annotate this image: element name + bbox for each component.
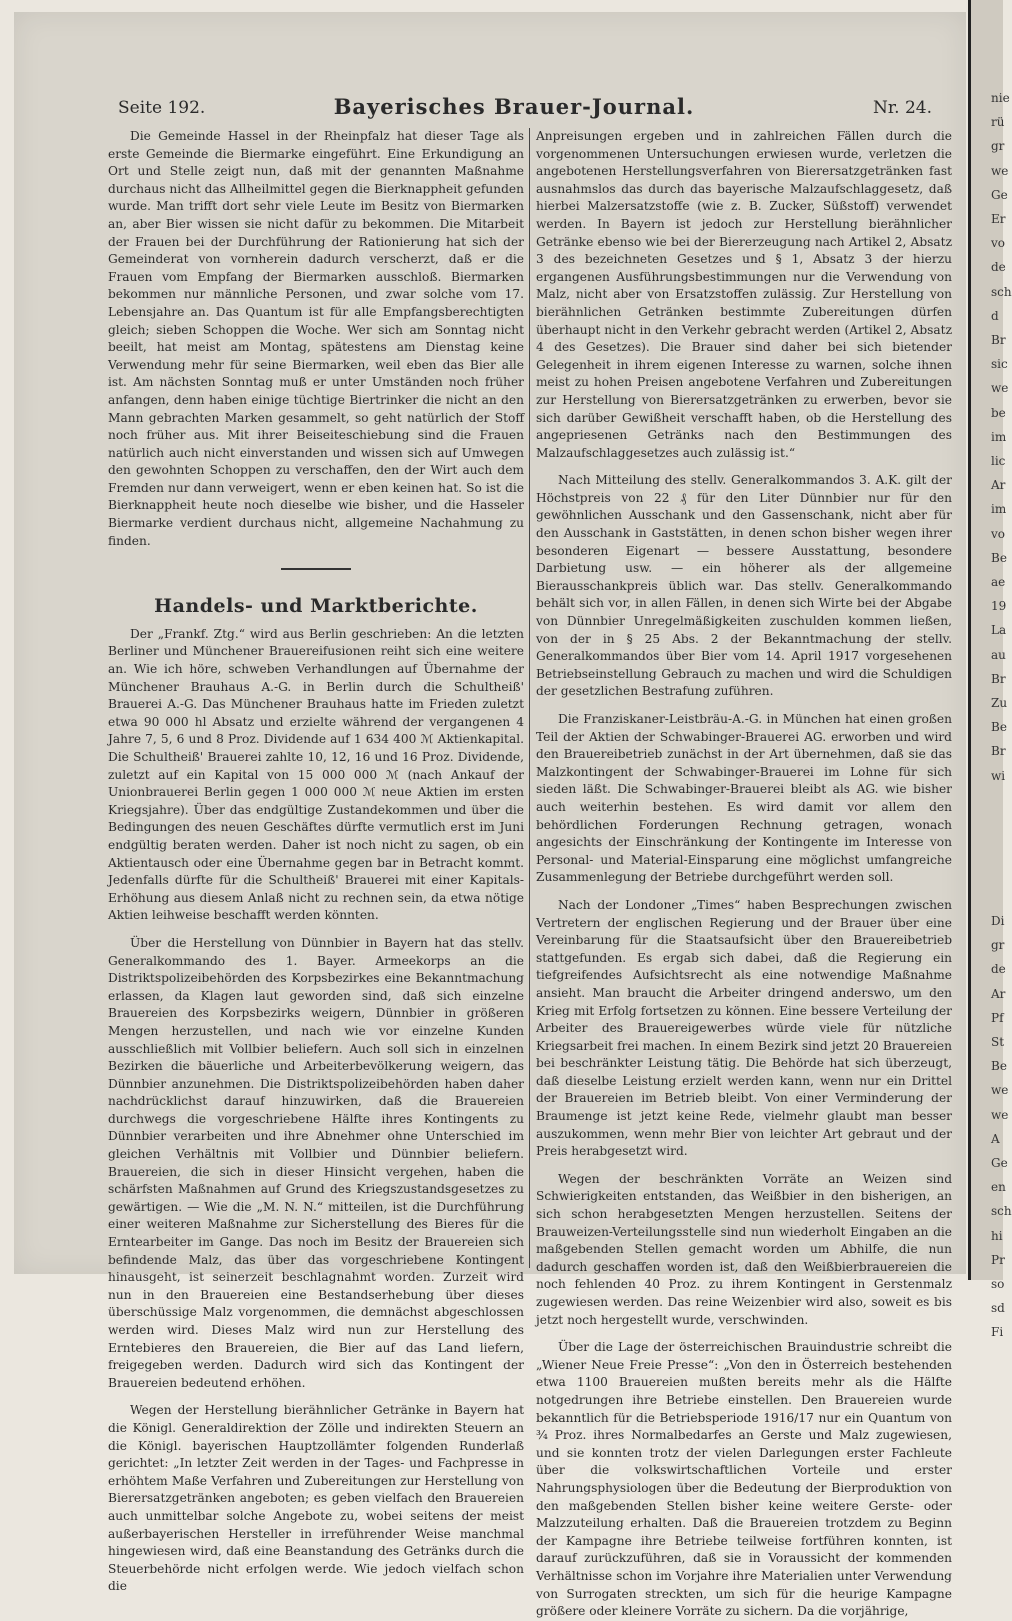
next-page-edge: [968, 0, 1012, 1340]
article-continuation: Anpreisungen ergeben und in zahlreichen Fällen durch die vorgenommenen Untersuchungen erwiesen wurde, verletzen die angebotenen Herstellungsverfahren von Bierersatzgetränken fast ausnahmslos das durch das bayerische Malzaufschlaggesetz, daß hierbei Malzersatzstoffe (wie z. B. Zucker, Süßstoff) verwendet werden. In Bayern ist jedoch zur Herstellung bierähnlicher Getränke ebenso wie bei der Biererzeugung nach Artikel 2, Absatz 3 des bezeichneten Gesetzes und § 1, Absatz 3 der hierzu ergangenen Ausführungsbestimmungen nur die Verwendung von Malz, nicht aber von Ersatzstoffen zulässig. Zur Herstellung von bierähnlichen Getränken bestimmte Zubereitungen dürfen überhaupt nicht in den Verkehr gebracht werden (Artikel 2, Absatz 4 des Gesetzes). Die Brauer sind daher bei sich bietender Gelegenheit in ihrem eigenen Interesse zu warnen, solche ihnen meist zu hohen Preisen angebotene Verfahren und Zubereitungen zur Herstellung von Bierersatzgetränken zu erwerben, bevor sie sich darüber Gewißheit verschafft haben, ob die Herstellung des angepriesenen Getränks nach den Bestimmungen des Malzaufschlaggesetzes auch zulässig ist.“: [536, 129, 952, 460]
article-oesterreich: Über die Lage der österreichischen Brauindustrie schreibt die „Wiener Neue Freie Presse“: „Von den in Österreich bestehenden etwa 1100 Brauereien mußten bereits mehr als die Hälfte notgedrungen ihre Betriebe einstellen. Den Brauereien wurde bekanntlich für die Betriebsperiode 1916/17 nur ein Quantum von ¾ Proz. ihres Normalbedarfes an Gerste und Malz zugewiesen, und sie konnten trotz der vielen Darlegungen erster Fachleute über die volkswirtschaftlichen Vorteile und erster Nahrungsphysiologen über die Bedeutung der Bierproduktion von den maßgebenden Stellen bisher keine weitere Gerste- oder Malzzuteilung erhalten. Daß die Brauereien trotzdem zu Beginn der Kampagne ihre Betriebe teilweise fortführen konnten, ist darauf zurückzuführen, daß sie in Voraussicht der kommenden Verhältnisse schon im Vorjahre ihre Materialien unter Verwendung von Surrogaten streckten, um sich für die heurige Kampagne größere oder kleinere Vorräte zu sichern. Da die vorjährige,: [536, 1340, 952, 1619]
page-header: [96, 92, 932, 122]
column-divider: [529, 128, 530, 1268]
right-column: [536, 128, 952, 1621]
article-bieraehnliche-getraenke: Wegen der Herstellung bierähnlicher Getränke in Bayern hat die Königl. Generaldirektion der Zölle und indirekten Steuern an die Königl. bayerischen Hauptzollämter folgenden Runderlaß gerichtet: „In letzter Zeit werden in der Tages- und Fachpresse in erhöhtem Maße Verfahren und Zubereitungen zur Herstellung von Bierersatzgetränken angeboten; es geben vielfach den Brauereien auch unmittelbar solche Angebote zu, wobei seitens der meist außerbayerischen Hersteller in irreführender Weise manchmal hingewiesen wird, daß eine Beanstandung des Getränks durch die Steuerbehörde nicht erfolgen werde. Wie jedoch vielfach schon die: [108, 1403, 524, 1594]
section-separator: [281, 568, 351, 570]
article-hassel-biermarke: Die Gemeinde Hassel in der Rheinpfalz hat dieser Tage als erste Gemeinde die Biermarke eingeführt. Eine Erkundigung an Ort und Stelle zeigt nun, daß mit der genannten Maßnahme durchaus nicht das Allheilmittel gegen die Bierknappheit gefunden wurde. Man trifft dort sehr viele Leute im Besitz von Biermarken an, aber Bier wissen sie nicht dafür zu bekommen. Die Mitarbeit der Frauen bei der Durchführung der Rationierung hat sich der Gemeinderat von vornherein dadurch verscherzt, daß er die Frauen vom Empfang der Biermarken ausschloß. Biermarken bekommen nur männliche Personen, und zwar solche vom 17. Lebensjahre an. Das Quantum ist für alle Empfangsberechtigten gleich; sieben Schoppen die Woche. Wer sich am Sonntag nicht beeilt, hat meist am Montag, spätestens am Dienstag keine Verwendung mehr für seine Biermarken, weil eben das Bier alle ist. Am nächsten Sonntag muß er unter Umständen noch früher anfangen, denn haben einige tüchtige Biertrinker die nicht an den Mann gebrachten Marken gesammelt, so geht natürlich der Stoff noch früher aus. Mit ihrer Beiseiteschiebung sind die Frauen natürlich auch nicht einverstanden und wissen sich auf Umwegen den gewohnten Schoppen zu verschaffen, den der Wirt auch dem Fremden nur dann verweigert, wenn er eben keinen hat. So ist die Bierknappheit heute noch dieselbe wie bisher, und die Hasseler Biermarke verdient durchaus nicht, allgemeine Nachahmung zu finden.: [108, 129, 524, 548]
section-title: Handels- und Marktberichte.: [154, 595, 478, 618]
left-column: [108, 128, 524, 1596]
issue-number: Nr. 24.: [873, 98, 932, 118]
article-weissbier: Wegen der beschränkten Vorräte an Weizen sind Schwierigkeiten entstanden, das Weißbier in den bisherigen, an sich schon herabgesetzten Mengen herzustellen. Seitens der Brauweizen-Verteilungsstelle sind nun wiederholt Eingaben an die maßgebenden Stellen gemacht worden um Abhilfe, die nun dadurch geschaffen worden ist, daß den Weißbierbrauereien die noch fehlenden 40 Proz. zu ihrem Kontingent in Gerstenmalz zugewiesen werden. Das reine Weizenbier wird also, soweit es bis jetzt noch hergestellt wurde, verschwinden.: [536, 1171, 952, 1327]
page-number: Seite 192.: [118, 98, 206, 118]
article-duennbier-bayern: Über die Herstellung von Dünnbier in Bayern hat das stellv. Generalkommando des 1. Bayer. Armeekorps an die Distriktspolizeibehörden des Korpsbezirkes eine Bekanntmachung erlassen, da Klagen laut geworden sind, daß sich einzelne Brauereien des Korpsbezirks weigern, Dünnbier in größeren Mengen herzustellen, und nach wie vor einzelne Kunden ausschließlich mit Vollbier beliefern. Auch soll sich in einzelnen Bezirken die bäuerliche und Arbeiterbevölkerung weigern, das Dünnbier anzunehmen. Die Distriktspolizeibehörden haben daher nachdrücklichst darauf hinzuwirken, daß die Brauereien durchwegs die vorgeschriebene Hälfte ihres Kontingents zu Dünnbier verarbeiten und ihre Abnehmer ohne Unterschied im gleichen Verhältnis mit Vollbier und Dünnbier beliefern. Brauereien, die sich in dieser Hinsicht vergehen, haben die schärfsten Maßnahmen auf Grund des Kriegszustandsgesetzes zu gewärtigen. — Wie die „M. N. N.“ mitteilen, ist die Durchführung einer weiteren Maßnahme zur Sicherstellung des Bieres für die Erntearbeiter im Gange. Das noch im Besitz der Brauereien sich befindende Malz, das über das vorgeschriebene Kontingent hinausgeht, ist seinerzeit beschlagnahmt worden. Zurzeit wird nun in den Brauereien eine Bestandserhebung über dieses überschüssige Malz vorgenommen, die demnächst abgeschlossen werden wird. Dieses Malz wird nun zur Herstellung des Erntebieres den Brauereien, die Bier auf das Land liefern, freigegeben werden. Dadurch wird sich das Kontingent der Brauereien bedeutend erhöhen.: [108, 935, 524, 1390]
next-page-fragment-text: nie rü gr we Ge Er vo de sch d Br sic we be im lic Ar im vo Be ae 19 La au Br Zu Be Br wi Di gr de Ar Pf St Be we we A Ge en sch hi Pr so sd Fi: [991, 91, 1012, 1340]
article-brauereifusion: Der „Frankf. Ztg.“ wird aus Berlin geschrieben: An die letzten Berliner und Münchener Brauereifusionen reiht sich eine weitere an. Wie ich höre, schweben Verhandlungen auf Übernahme der Münchener Brauhaus A.-G. in Berlin durch die Schultheiß' Brauerei A.-G. Das Münchener Brauhaus hatte im Frieden zuletzt etwa 90 000 hl Absatz und erzielte während der vergangenen 4 Jahre 7, 5, 6 und 8 Proz. Dividende auf 1 634 400 ℳ Aktienkapital. Die Schultheiß' Brauerei zahlte 10, 12, 16 und 16 Proz. Dividende, zuletzt auf ein Kapital von 15 000 000 ℳ (nach Ankauf der Unionbrauerei Berlin gegen 1 000 000 ℳ neue Aktien im ersten Kriegsjahre). Über das endgültige Zustandekommen und über die Bedingungen des neuen Geschäftes dürfte vermutlich erst im Juni endgültig beraten werden. Daher ist noch nicht zu sagen, ob ein Aktientausch oder eine Übernahme gegen bar in Betracht kommt. Jedenfalls dürfte für die Schultheiß' Brauerei mit einer Kapitals-Erhöhung aus diesem Anlaß nicht zu rechnen sein, da etwa nötige Aktien leihweise beschafft werden könnten.: [108, 626, 524, 923]
article-times-london: Nach der Londoner „Times“ haben Besprechungen zwischen Vertretern der englischen Regierung und der Brauer über eine Vereinbarung für die Staatsaufsicht über den Brauereibetrieb stattgefunden. Es ergab sich dabei, daß die Regierung ein tiefgreifendes Aufsichtsrecht als eine notwendige Maßnahme ansieht. Man braucht die Arbeiter dringend anderswo, um den Krieg mit Erfolg fortsetzen zu können. Eine bessere Verteilung der Arbeiter des Brauereigewerbes würde viele für nützliche Kriegsarbeit frei machen. In einem Bezirk sind jetzt 20 Brauereien bei beschränkter Leistung tätig. Die Behörde hat sich überzeugt, daß dieselbe Leistung erzielt werden kann, wenn nur ein Drittel der Brauereien im Betrieb bleibt. Von einer Verminderung der Braumenge ist jetzt keine Rede, vielmehr glaubt man besser auszukommen, wenn mehr Bier von leichter Art gebraut und der Preis herabgesetzt wird.: [536, 897, 952, 1159]
journal-title: Bayerisches Brauer-Journal.: [333, 94, 695, 119]
article-franziskaner: Die Franziskaner-Leistbräu-A.-G. in München hat einen großen Teil der Aktien der Schwabinger-Brauerei AG. erworben und wird den Brauereibetrieb zunächst in der Art übernehmen, daß sie das Malzkontingent der Schwabinger-Brauerei im Lohne für sich sieden läßt. Die Schwabinger-Brauerei bleibt als AG. wie bisher auch weiterhin bestehen. Es wird damit vor allem den behördlichen Forderungen Rechnung getragen, wonach angesichts der Einschränkung der Kontingente im Interesse von Personal- und Material-Einsparung eine möglichst umfangreiche Zusammenlegung der Betriebe durchgeführt werden soll.: [536, 712, 952, 885]
article-hoechstpreis: Nach Mitteilung des stellv. Generalkommandos 3. A.K. gilt der Höchstpreis von 22 ₰ für den Liter Dünnbier nur für den gewöhnlichen Ausschank und den Gassenschank, nicht aber für den Ausschank in Gaststätten, in denen schon bisher wegen ihrer besonderen Eigenart — bessere Ausstattung, besondere Darbietung usw. — ein höherer als der allgemeine Bierausschankpreis üblich war. Das stellv. Generalkommando behält sich vor, in allen Fällen, in denen sich Wirte bei der Abgabe von Dünnbier Unregelmäßigkeiten zuschulden kommen ließen, von der in § 25 Abs. 2 der Bekanntmachung der stellv. Generalkommandos über Bier vom 14. April 1917 vorgesehenen Betriebseinstellung Gebrauch zu machen und wird die Schuldigen der gesetzlichen Bestrafung zuführen.: [536, 473, 952, 699]
